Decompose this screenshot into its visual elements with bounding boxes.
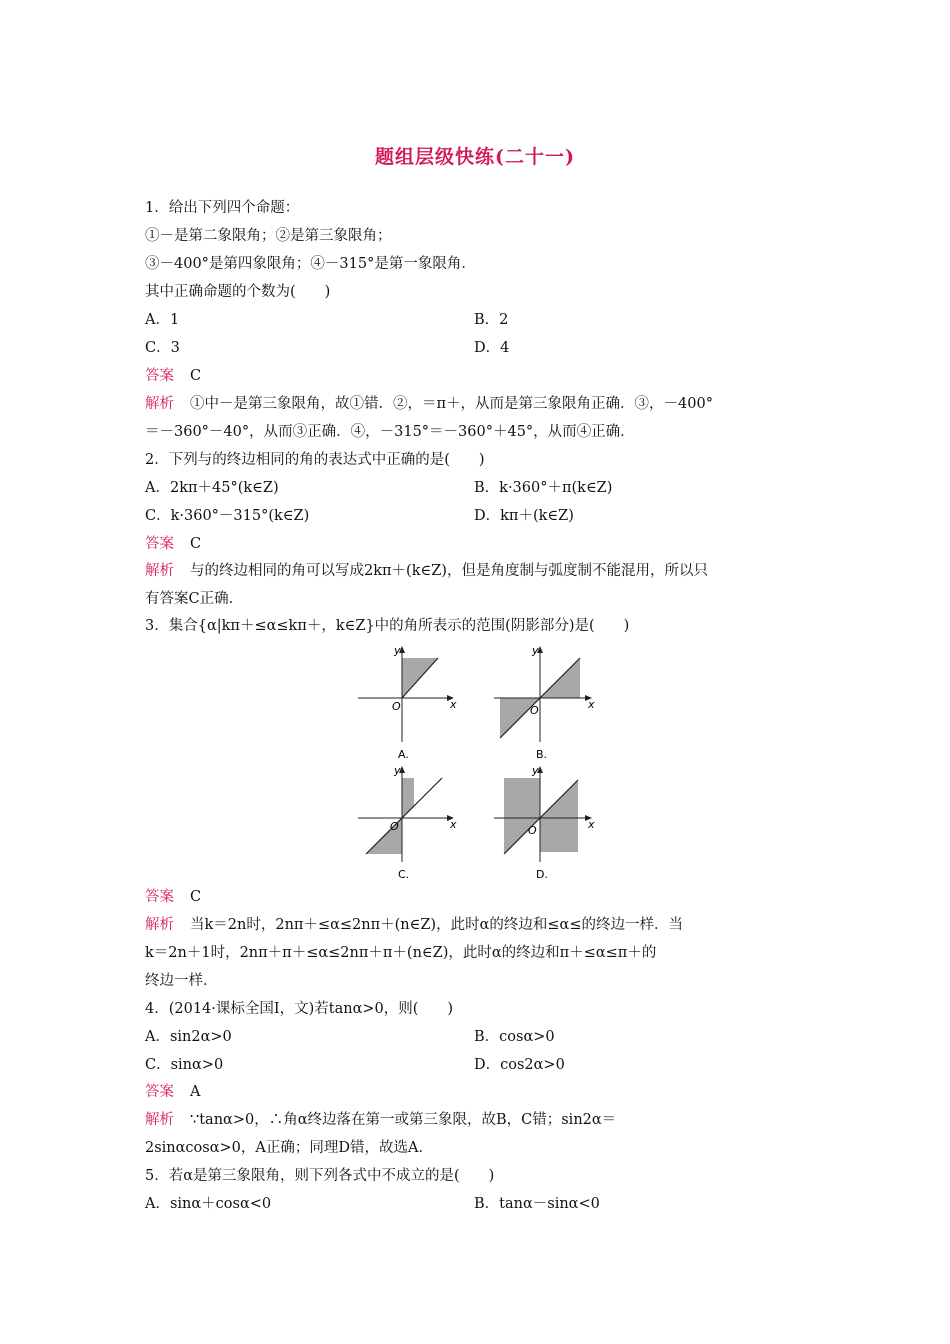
q2-option-a: A．2kπ＋45°(k∈Z) (145, 480, 279, 496)
q3-analysis (145, 916, 683, 934)
answer-value: C (190, 889, 202, 905)
q4-analysis (145, 1111, 616, 1129)
q5-option-a: A．sinα＋cosα<0 (145, 1196, 272, 1212)
figure-d-shade-2 (540, 780, 578, 852)
answer-tag: 答案 (145, 536, 174, 552)
answer-tag: 答案 (145, 368, 174, 384)
analysis-tag: 解析 (145, 396, 174, 412)
q2-answer (145, 535, 201, 553)
q1-option-d: D．4 (474, 340, 510, 356)
q4-option-c: C．sinα>0 (145, 1057, 224, 1073)
q2-option-c: C．k·360°－315°(k∈Z) (145, 508, 310, 524)
q4-stem: 4．(2014·课标全国Ⅰ，文)若tanα>0，则( ) (145, 1001, 454, 1017)
q1-option-b: B．2 (474, 312, 509, 328)
q4-analysis-cont: 2sinαcosα>0，A正确；同理D错，故选A． (145, 1140, 433, 1156)
figure-a-x-label: x (450, 698, 457, 711)
q1-analysis-cont: ＝－360°－40°，从而③正确．④，－315°＝－360°＋45°，从而④正确． (145, 424, 635, 440)
analysis-text: 当k＝2n时，2nπ＋≤α≤2nπ＋(n∈Z)，此时α的终边和≤α≤的终边一样．当 (190, 917, 683, 933)
q5-option-b: B．tanα－sinα<0 (474, 1196, 600, 1212)
analysis-tag: 解析 (145, 1112, 174, 1128)
q4-option-d: D．cos2α>0 (474, 1057, 565, 1073)
analysis-text: 与的终边相同的角可以写成2kπ＋(k∈Z)，但是角度制与弧度制不能混用，所以只 (190, 563, 708, 579)
analysis-tag: 解析 (145, 563, 174, 579)
figure-a-label: A. (398, 748, 409, 761)
q3-answer (145, 888, 201, 906)
figure-c-origin: O (390, 820, 399, 833)
figure-d-shade-1 (504, 778, 540, 854)
page-title: 题组层级快练(二十一) (375, 146, 575, 168)
figure-c-x-label: x (450, 818, 457, 831)
figure-b-y-label: y (532, 644, 539, 657)
answer-value: C (190, 368, 202, 384)
figure-c-label: C. (398, 868, 410, 881)
answer-value: C (190, 536, 202, 552)
answer-tag: 答案 (145, 1084, 174, 1100)
figure-a-origin: O (392, 700, 401, 713)
q2-analysis (145, 562, 708, 580)
analysis-text: ∵tanα>0，∴角α终边落在第一或第三象限，故B，C错；sin2α＝ (190, 1112, 617, 1128)
figure-b-label: B. (536, 748, 548, 761)
figure-c (352, 762, 462, 887)
q1-analysis (145, 395, 713, 413)
q1-line-3: ③－400°是第四象限角；④－315°是第一象限角． (145, 256, 476, 272)
q3-analysis-cont-1: k＝2n＋1时，2nπ＋π＋≤α≤2nπ＋π＋(n∈Z)，此时α的终边和π＋≤α≤π＋的 (145, 945, 657, 961)
q3-analysis-cont-2: 终边一样． (145, 973, 218, 989)
q2-analysis-cont: 有答案C正确． (145, 591, 244, 607)
q4-answer (145, 1083, 200, 1101)
figure-b-x-label: x (588, 698, 595, 711)
figure-b (490, 642, 600, 767)
q2-stem: 2．下列与的终边相同的角的表达式中正确的是( ) (145, 452, 485, 468)
q3-stem: 3．集合{α|kπ＋≤α≤kπ＋，k∈Z}中的角所表示的范围(阴影部分)是( ) (145, 618, 630, 634)
q1-line-2: ①－是第二象限角；②是第三象限角； (145, 228, 392, 244)
q4-option-a: A．sin2α>0 (145, 1029, 232, 1045)
figure-c-y-label: y (394, 764, 401, 777)
q5-stem: 5．若α是第三象限角，则下列各式中不成立的是( ) (145, 1168, 495, 1184)
analysis-text: ①中－是第三象限角，故①错．②，＝π＋，从而是第三象限角正确．③，－400° (190, 396, 713, 412)
figure-d-label: D. (536, 868, 548, 881)
answer-tag: 答案 (145, 889, 174, 905)
figure-a-y-label: y (394, 644, 401, 657)
figure-b-origin: O (530, 704, 539, 717)
q1-option-a: A．1 (145, 312, 180, 328)
q2-option-b: B．k·360°＋π(k∈Z) (474, 480, 613, 496)
figure-d-origin: O (528, 824, 537, 837)
figure-d-x-label: x (588, 818, 595, 831)
analysis-tag: 解析 (145, 917, 174, 933)
q1-stem: 1．给出下列四个命题： (145, 200, 300, 216)
answer-value: A (190, 1084, 201, 1100)
figure-a (352, 642, 462, 767)
q1-answer (145, 367, 201, 385)
q1-option-c: C．3 (145, 340, 180, 356)
q1-line-4: 其中正确命题的个数为( ) (145, 284, 331, 300)
figure-d (490, 762, 600, 887)
q4-option-b: B．cosα>0 (474, 1029, 555, 1045)
q2-option-d: D．kπ＋(k∈Z) (474, 508, 574, 524)
figure-d-y-label: y (532, 764, 539, 777)
